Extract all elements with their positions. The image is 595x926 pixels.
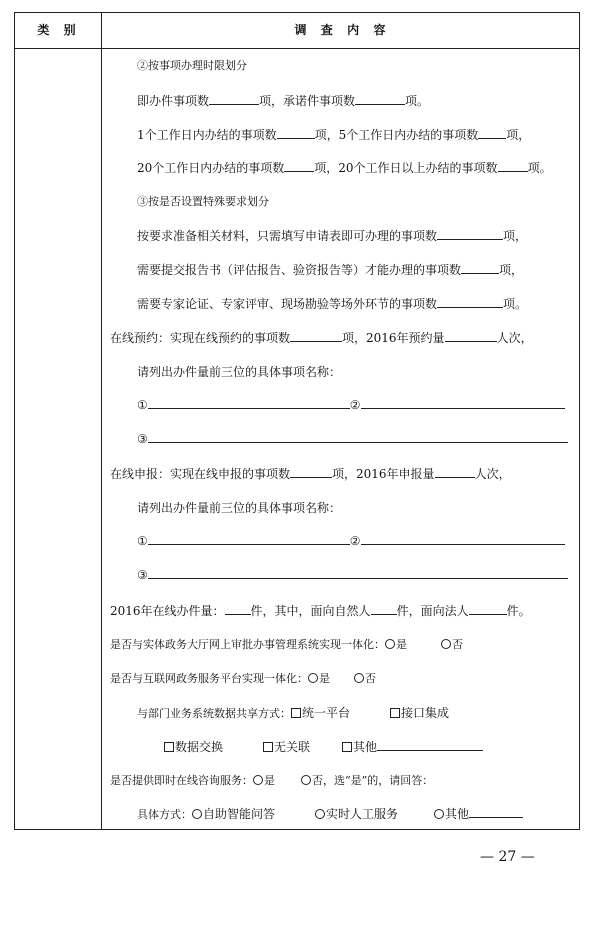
application-volume-field[interactable] [435,466,475,478]
booking-item-3-field[interactable] [148,431,568,443]
legal-person-field[interactable] [469,603,507,615]
booking-items-field[interactable] [290,330,342,342]
natural-person-field[interactable] [371,603,397,615]
row-20-days: 20个工作日内办结的事项数 项，20个工作日以上办结的事项数 项。 [137,161,552,175]
20day-count-field[interactable] [284,160,314,172]
hall-integration-no-radio[interactable] [441,639,451,649]
page-number: — 27 — [480,849,535,865]
row-consult-method: 具体方式： 自助智能问答 实时人工服务 其他 [137,806,523,823]
platform-integration-no-radio[interactable] [354,673,364,683]
1day-count-field[interactable] [277,127,315,139]
consult-no-radio[interactable] [301,775,311,785]
row-booking-item-3: ③ [137,431,568,447]
header-divider [14,48,580,49]
header-category: 类 别 [37,23,78,37]
row-report-required: 需要提交报告书（评估报告、验资报告等）才能办理的事项数 项， [137,263,524,277]
row-online-booking: 在线预约：实现在线预约的事项数 项，2016年预约量 人次， [110,331,533,345]
promise-count-field[interactable] [355,93,405,105]
booking-item-1-field[interactable] [148,397,350,409]
row-instant-promise: 即办件事项数 项，承诺件事项数 项。 [137,94,430,108]
row-booking-item-1-2: ① ② [137,397,565,413]
application-items-field[interactable] [290,466,332,478]
top3-application-prompt: 请列出办件量前三位的具体事项名称： [137,501,342,515]
no-link-checkbox[interactable] [263,742,273,752]
section-heading-time-limit: ②按事项办理时限划分 [137,59,247,72]
row-platform-integration: 是否与互联网政务服务平台实现一体化： 是 否 [110,672,376,685]
hall-integration-yes-radio[interactable] [385,639,395,649]
online-volume-field[interactable] [225,603,251,615]
other-consult-field[interactable] [469,806,523,818]
interface-integration-checkbox[interactable] [390,708,400,718]
row-hall-integration: 是否与实体政务大厅网上审批办事管理系统实现一体化： 是 否 [110,638,463,651]
instant-count-field[interactable] [209,93,259,105]
platform-integration-yes-radio[interactable] [308,673,318,683]
application-only-count-field[interactable] [437,228,503,240]
row-application-item-1-2: ① ② [137,533,565,549]
row-application-item-3: ③ [137,567,568,583]
row-data-sharing: 与部门业务系统数据共享方式： 统一平台 接口集成 [137,706,450,720]
row-online-application: 在线申报：实现在线申报的事项数 项，2016年申报量 人次， [110,467,511,481]
offsite-steps-count-field[interactable] [437,296,503,308]
booking-volume-field[interactable] [445,330,497,342]
row-application-only: 按要求准备相关材料，只需填写申请表即可办理的事项数 项， [137,229,528,243]
consult-yes-radio[interactable] [253,775,263,785]
application-item-2-field[interactable] [361,533,565,545]
5day-count-field[interactable] [478,127,506,139]
booking-item-2-field[interactable] [361,397,565,409]
top3-booking-prompt: 请列出办件量前三位的具体事项名称： [137,365,342,379]
row-instant-consult: 是否提供即时在线咨询服务： 是 否，选“是”的，请回答： [110,774,434,787]
row-2016-online-volume: 2016年在线办件量： 件，其中，面向自然人 件，面向法人 件。 [110,604,531,618]
smart-qa-radio[interactable] [192,809,202,819]
row-data-sharing-more: 数据交换 无关联 其他 [164,739,483,755]
report-required-count-field[interactable] [461,262,499,274]
row-1-5-days: 1个工作日内办结的事项数 项，5个工作日内办结的事项数 项， [137,128,531,142]
column-divider [101,12,102,830]
section-heading-special-requirements: ③按是否设置特殊要求划分 [137,195,269,208]
other-sharing-checkbox[interactable] [342,742,352,752]
human-service-radio[interactable] [315,809,325,819]
application-item-3-field[interactable] [148,567,568,579]
header-content: 调 查 内 容 [294,23,388,37]
data-exchange-checkbox[interactable] [164,742,174,752]
other-consult-radio[interactable] [434,809,444,819]
unified-platform-checkbox[interactable] [291,708,301,718]
over20day-count-field[interactable] [498,160,528,172]
application-item-1-field[interactable] [148,533,350,545]
other-sharing-field[interactable] [377,739,483,751]
row-offsite-steps: 需要专家论证、专家评审、现场勘验等场外环节的事项数 项。 [137,297,528,311]
